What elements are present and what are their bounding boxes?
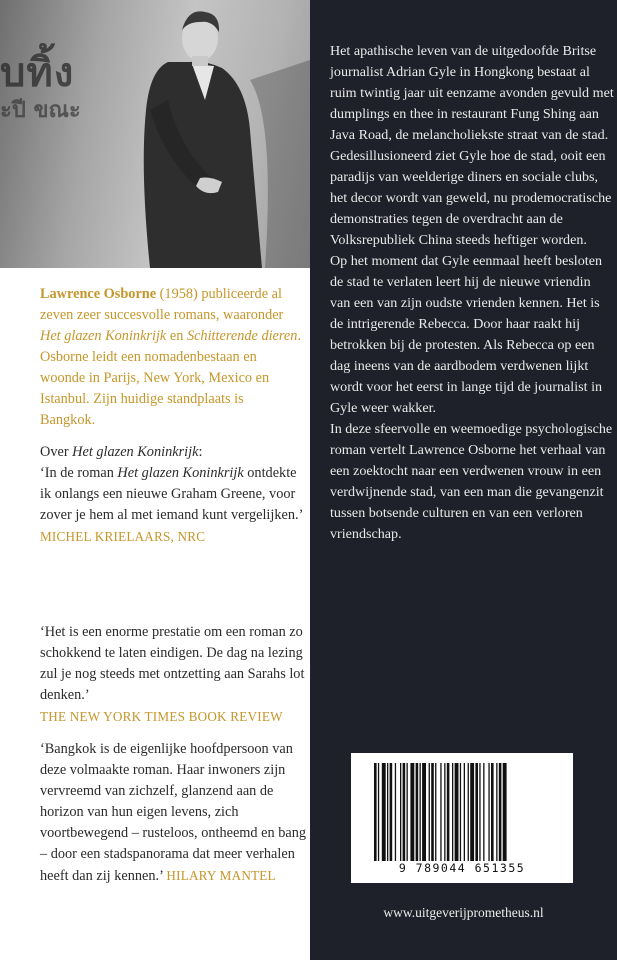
blurb-paragraph-1: Het apathische leven van de uitgedoofde Britse journalist Adrian Gyle in Hongkong bestaat al ruim twintig jaar uit eenzame avonden gevuld met dumplings en thee in restaurant Fung Shing aan Java Road, de melancholiekste straat van de stad. Gedesillusioneerd ziet Gyle hoe de stad, ooit een paradijs van weelderige diners en sociale clubs, het decor wordt van geweld, nu prodemocratische demonstraties tegen de overdracht aan de Volksrepubliek China steeds heftiger worden.: [330, 43, 614, 248]
barcode-bar: [447, 763, 450, 861]
quote-source: HILARY MANTEL: [166, 868, 276, 883]
barcode-bar: [420, 763, 421, 861]
barcode-bar: [503, 763, 507, 861]
barcode-bar: [440, 763, 441, 861]
blurb-paragraph-3: In deze sfeervolle en weemoedige psychologische roman vertelt Lawrence Osborne het verhaal van een zoektocht naar een verdwenen vrouw in een verdwijnende stad, van een man die gevangenzit tussen botsende culturen en van een verloren vriendschap.: [330, 421, 613, 542]
barcode-bar: [496, 763, 497, 861]
barcode-bar: [483, 763, 484, 861]
quote-intro-title: Het glazen Koninkrijk: [72, 444, 199, 460]
book-blurb: [330, 41, 614, 545]
bio-conjunction: en: [166, 328, 187, 344]
barcode-bar: [422, 763, 426, 861]
quote-intro: [40, 442, 308, 463]
barcode-bar: [468, 763, 469, 861]
barcode-bar: [452, 763, 453, 861]
barcode-bar: [410, 763, 414, 861]
publisher-url[interactable]: www.uitgeverijprometheus.nl: [383, 905, 544, 920]
quote-text-before: ‘In de roman: [40, 465, 118, 481]
wall-graffiti-text-2: ะปี ขณะ: [0, 98, 81, 123]
barcode-bar: [382, 763, 386, 861]
barcode-bar: [387, 763, 388, 861]
quote-source: MICHEL KRIELAARS, NRC: [40, 529, 206, 544]
barcode-bar: [395, 763, 396, 861]
author-bio: [40, 284, 302, 431]
quote-intro-prefix: Over: [40, 444, 73, 460]
barcode-bar: [499, 763, 502, 861]
barcode-bar: [488, 763, 489, 861]
barcode-bar: [460, 763, 461, 861]
barcode-bar: [374, 763, 377, 861]
review-quote-1: [40, 442, 308, 547]
bio-book-title-2: Schitterende dieren: [186, 328, 298, 344]
bio-text-rest: . Osborne leidt een nomadenbestaan en woonde in Parijs, New York, Mexico en Istanbul. Zijn huidige standplaats is Bangkok.: [40, 328, 302, 428]
barcode-bar: [429, 763, 430, 861]
barcode-bar: [400, 763, 401, 861]
barcode-bar: [407, 763, 408, 861]
barcode-bar: [479, 763, 480, 861]
barcode-bar: [475, 763, 478, 861]
bio-book-title-1: Het glazen Koninkrijk: [40, 328, 167, 344]
quote-text-title: Het glazen Koninkrijk: [117, 465, 244, 481]
bio-text: (1958) publiceerde al zeven zeer succesvolle romans, waaronder: [40, 286, 284, 323]
barcode-bar: [491, 763, 494, 861]
barcode-bar: [403, 763, 406, 861]
isbn-barcode: [351, 753, 573, 883]
barcode-bar: [431, 763, 434, 861]
quote-intro-suffix: :: [198, 444, 203, 460]
quote-source: THE NEW YORK TIMES BOOK REVIEW: [40, 709, 283, 724]
blurb-paragraph-2: Op het moment dat Gyle eenmaal heeft besloten de stad te verlaten leert hij de nieuwe vriendin van een van zijn oudste vrienden kennen. Het is de intrigerende Rebecca. Door haar raakt hij betrokken bij de protesten. Als Rebecca op een dag ineens van de aardbodem verdwenen lijkt wordt voor het eerst in lange tijd de journalist in Gyle weer wakker.: [330, 253, 603, 416]
isbn-number: 9 789044 651355: [398, 861, 526, 875]
quote-text: [40, 463, 308, 526]
quote-text: ‘Het is een enorme prestatie om een roman zo schokkend te laten eindigen. De dag na lezing zul je nog steeds met ontzetting aan Sarahs lot denken.’: [40, 624, 305, 703]
wall-graffiti-text: บทิ้ง: [0, 50, 75, 96]
barcode-bar: [444, 763, 445, 861]
review-quote-3: [40, 739, 308, 887]
author-silhouette: [0, 0, 310, 268]
barcode-bar: [378, 763, 379, 861]
barcode-bar: [390, 763, 393, 861]
quote-text-after: ontdekte ik onlangs een nieuwe Graham Greene, voor zover je hem al met iemand kunt vergelijken.’: [40, 465, 304, 523]
barcode-bar: [416, 763, 419, 861]
barcode-bar: [464, 763, 465, 861]
barcode-bars: [374, 763, 550, 861]
barcode-bar: [435, 763, 436, 861]
author-name: Lawrence Osborne: [40, 286, 157, 302]
review-quote-2: [40, 622, 308, 727]
quote-text: ‘Bangkok is de eigenlijke hoofdpersoon van deze volmaakte roman. Haar inwoners zijn vervreemd van zichzelf, glanzend aan de horizon van hun eigen levens, zich voortbewegend – rusteloos, ontheemd en bang – door een stadspanorama dat meer verhalen heeft dan zij kennen.’: [40, 741, 307, 884]
barcode-bar: [470, 763, 474, 861]
author-photo: [0, 0, 310, 268]
barcode-bar: [455, 763, 459, 861]
